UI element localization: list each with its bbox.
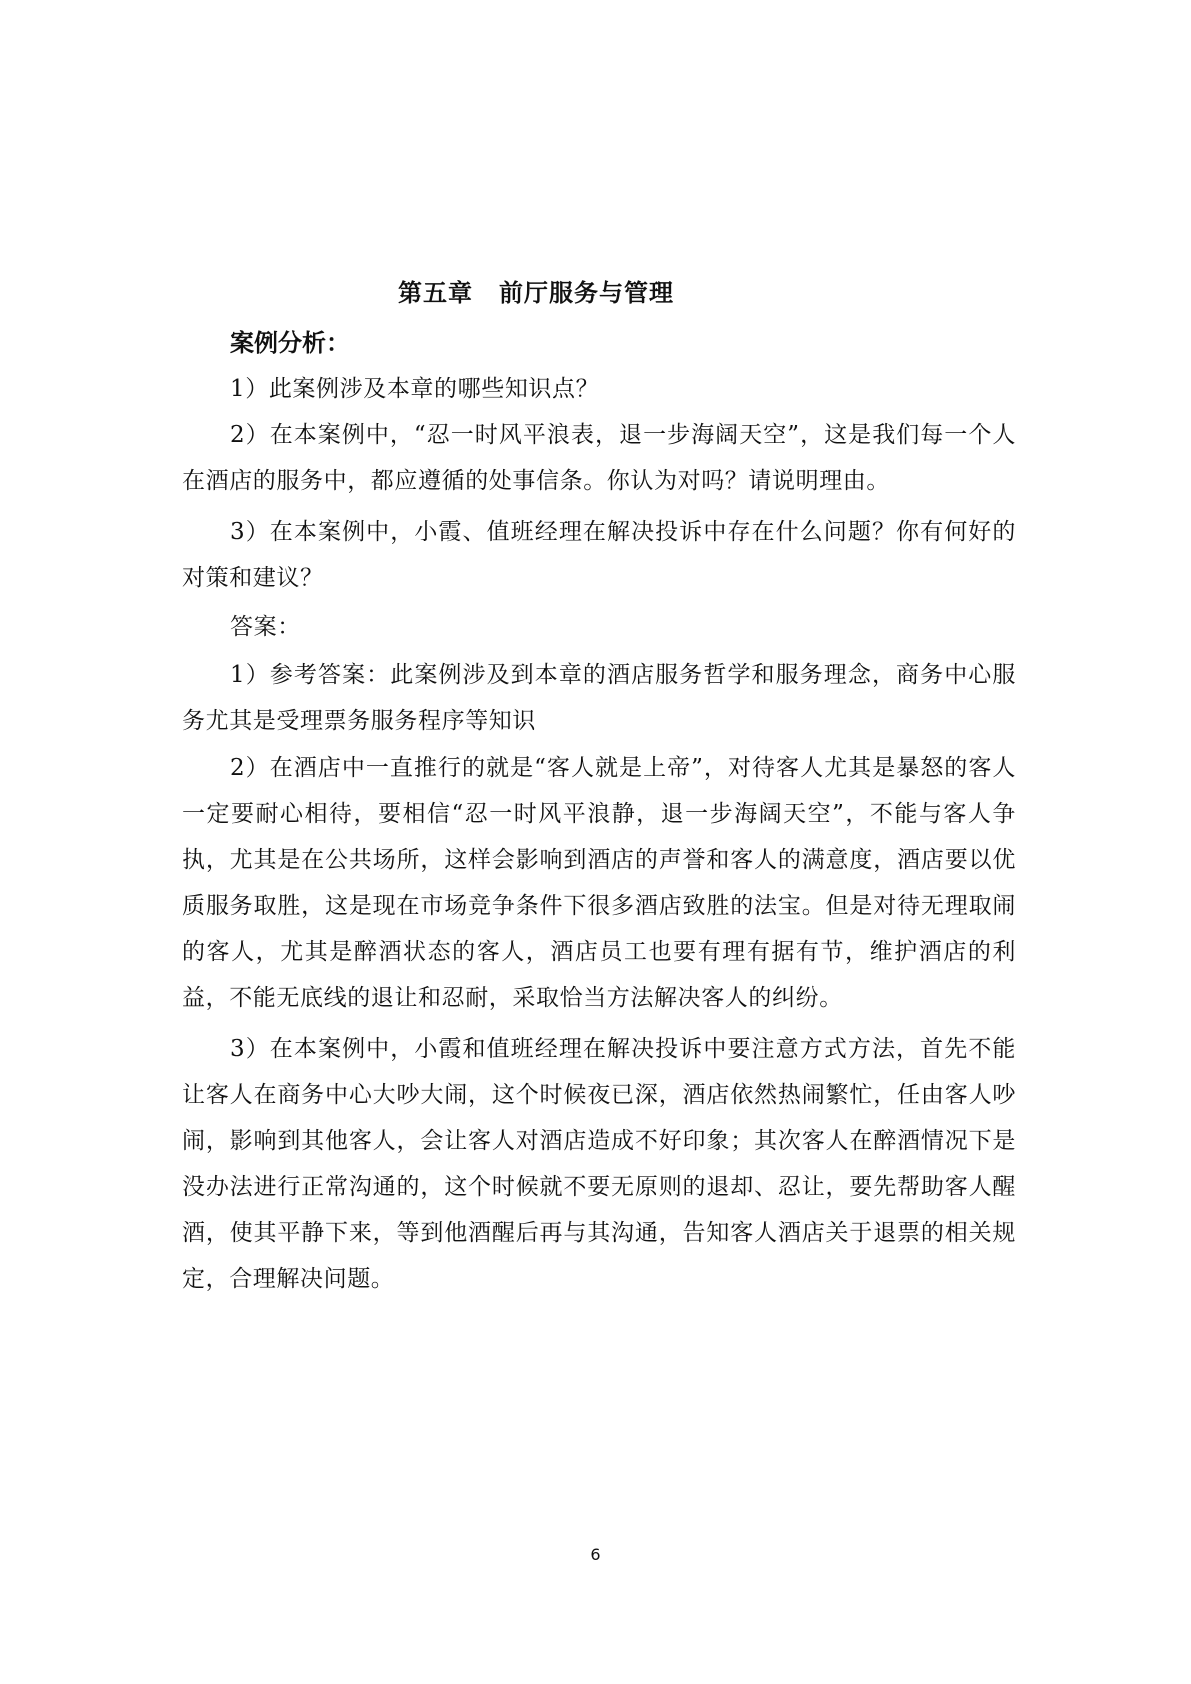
- answer-label: 答案：: [230, 614, 301, 640]
- question-1: 1）此案例涉及本章的哪些知识点？: [230, 376, 600, 402]
- answer-2: 2）在酒店中一直推行的就是“客人就是上帝”，对待客人尤其是暴怒的客人一定要耐心相待，要相信“忍一时风平浪静，退一步海阔天空”，不能与客人争执，尤其是在公共场所，这样会影响到酒店的声誉和客人的满意度，酒店要以优质服务取胜，这是现在市场竞争条件下很多酒店致胜的法宝。但是对待无理取闹的客人，尤其是醉酒状态的客人，酒店员工也要有理有据有节，维护酒店的利益，不能无底线的退让和忍耐，采取恰当方法解决客人的纠纷。: [182, 755, 1016, 1011]
- chapter-number: 第五章: [398, 278, 473, 307]
- answer-3: 3）在本案例中，小霞和值班经理在解决投诉中要注意方式方法，首先不能让客人在商务中心大吵大闹，这个时候夜已深，酒店依然热闹繁忙，任由客人吵闹，影响到其他客人，会让客人对酒店造成不好印象；其次客人在醉酒情况下是没办法进行正常沟通的，这个时候就不要无原则的退却、忍让，要先帮助客人醒酒，使其平静下来，等到他酒醒后再与其沟通，告知客人酒店关于退票的相关规定，合理解决问题。: [182, 1036, 1016, 1292]
- chapter-title: [398, 276, 674, 310]
- answer-1: 1）参考答案：此案例涉及到本章的酒店服务哲学和服务理念，商务中心服务尤其是受理票务服务程序等知识: [182, 662, 1016, 734]
- question-2: 2）在本案例中，“忍一时风平浪表，退一步海阔天空”，这是我们每一个人在酒店的服务中，都应遵循的处事信条。你认为对吗？请说明理由。: [182, 422, 1016, 494]
- chapter-name: 前厅服务与管理: [499, 278, 674, 307]
- page-number: 6: [590, 1545, 601, 1564]
- question-3: 3）在本案例中，小霞、值班经理在解决投诉中存在什么问题？你有何好的对策和建议？: [182, 519, 1016, 591]
- section-heading: 案例分析：: [230, 328, 350, 357]
